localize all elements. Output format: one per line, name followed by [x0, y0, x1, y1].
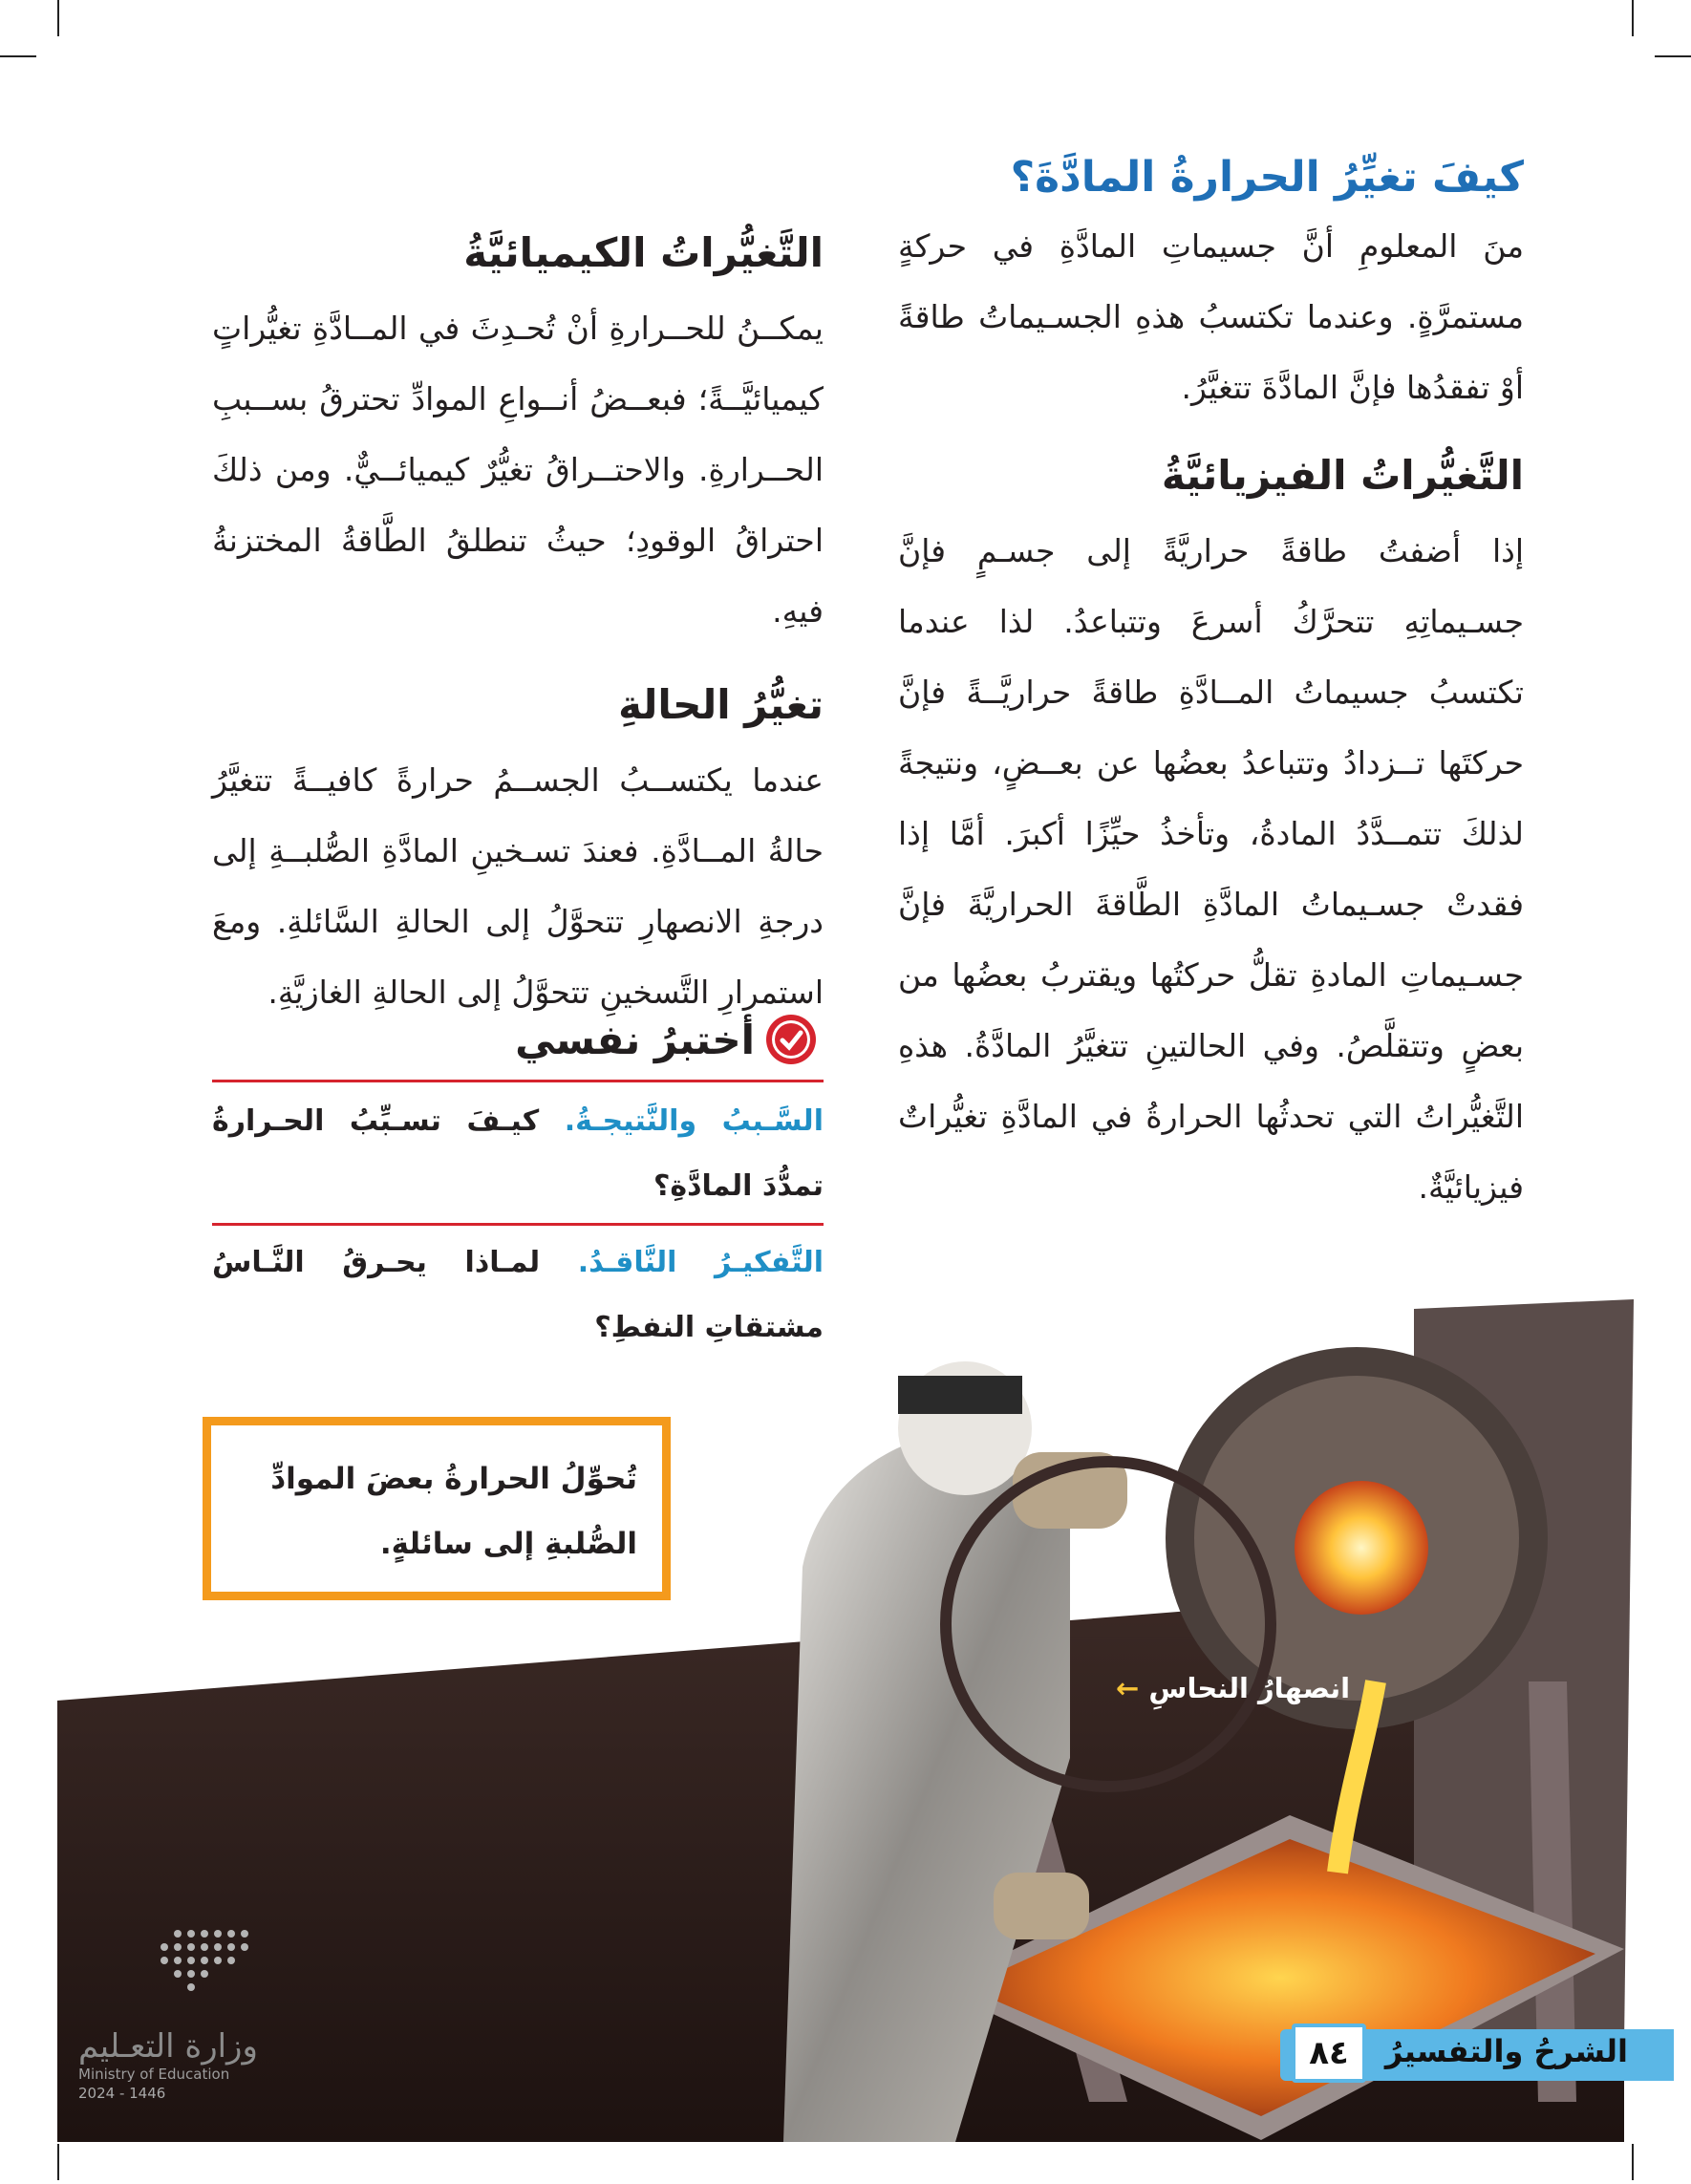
ministry-name-en: Ministry of Education: [78, 2066, 230, 2083]
caption-arrow-icon: ←: [1116, 1672, 1140, 1704]
quiz-title: أختبرُ نفسي: [515, 1017, 755, 1063]
crop-mark: [1655, 55, 1691, 57]
crop-mark: [57, 0, 59, 36]
ministry-year: 2024 - 1446: [78, 2085, 166, 2102]
left-column: [212, 229, 824, 1028]
section-title: كيفَ تغيِّرُ الحرارةُ المادَّةَ؟: [1010, 153, 1524, 202]
state-change-heading: تغيُّرُ الحالةِ: [618, 681, 824, 728]
quiz-question-1-text: كيـفَ تسـبِّبُ الحـرارةُ تمدُّدَ المادَّةِ؟: [212, 1104, 824, 1203]
crop-mark: [0, 55, 36, 57]
intro-paragraph: منَ المعلومِ أنَّ جسيماتِ المادَّةِ في حركةٍ مستمرَّةٍ. وعندما تكتسبُ هذهِ الجسـيماتُ طاقةً أوْ تفقدُها فإنَّ المادَّةَ تتغيَّرُ.: [898, 227, 1524, 406]
crop-mark: [1632, 0, 1634, 36]
quiz-check-icon: [764, 1013, 818, 1066]
quiz-question-2-text: لمـاذا يحـرقُ النَّـاسُ مشتقاتِ النفطِ؟: [212, 1246, 824, 1344]
physical-changes-paragraph: إذا أضفتُ طاقةً حراريَّةً إلى جسـمٍ فإنَّ جسـيماتِهِ تتحرَّكُ أسرعَ وتتباعدُ. لذا عندما تكتسبُ جسيماتُ المــادَّةِ طاقةً حراريَّــةً فإنَّ حركتَها تــزدادُ وتتباعدُ بعضُها عن بعــضٍ، ونتيجةً لذلكَ تتمــدَّدُ المادةُ، وتأخذُ حيِّزًا أكبرَ. أمَّا إذا فقدتْ جسـيماتُ المادَّةِ الطَّاقةَ الحراريَّةَ فإنَّ جسـيماتِ المادةِ تقلُّ حركتُها ويقتربُ بعضُها من بعضٍ وتتقلَّصُ. وفي الحالتينِ تتغيَّرُ المادَّةُ. هذهِ التَّغيُّراتُ التي تحدثُها الحرارةُ في المادَّةِ تغيُّراتٌ فيزيائيَّةٌ.: [898, 532, 1524, 1206]
ministry-name-ar: وزارة التعـليم: [78, 2027, 258, 2066]
quiz-divider: [212, 1080, 824, 1082]
quiz-skill-cause-effect: السَّـببُ والنَّتيجـةُ.: [564, 1104, 824, 1138]
key-idea-box: تُحوِّلُ الحرارةُ بعضَ الموادِّ الصُّلبةِ إلى سائلةٍ.: [203, 1417, 671, 1600]
quiz-skill-critical-thinking: التَّفكيـرُ النَّاقـدُ.: [577, 1246, 824, 1279]
page-number: ٨٤: [1292, 2023, 1366, 2083]
caption-text: انصهارُ النحاسِ: [1148, 1672, 1351, 1704]
photo-caption: [1116, 1672, 1350, 1704]
state-change-paragraph: عندما يكتســبُ الجســمُ حرارةً كافيــةً تتغيَّرُ حالةُ المــادَّةِ. فعندَ تسـخينِ المادَّةِ الصُّلبــةِ إلى درجةِ الانصهارِ تتحوَّلُ إلى الحالةِ السَّائلةِ. ومعَ استمرارِ التَّسخينِ تتحوَّلُ إلى الحالةِ الغازيَّةِ.: [212, 761, 824, 1011]
chemical-changes-heading: التَّغيُّراتُ الكيميائيَّةُ: [463, 229, 824, 276]
chemical-changes-paragraph: يمكــنُ للحــرارةِ أنْ تُحـدِثَ في المــادَّةِ تغيُّراتٍ كيميائيَّــةً؛ فبعــضُ أنــواعِ الموادِّ تحترقُ بســببِ الحــرارةِ. والاحتــراقُ تغيُّرٌ كيميائــيٌّ. ومن ذلكَ احتراقُ الوقودِ؛ حيثُ تنطلقُ الطَّاقةُ المختزنةُ فيهِ.: [212, 310, 824, 630]
footer-section-label: الشرحُ والتفسيرُ: [1384, 2033, 1628, 2069]
physical-changes-heading: التَّغيُّراتُ الفيزيائيَّةُ: [1161, 452, 1524, 499]
right-column: [898, 153, 1524, 1223]
ministry-logo: [73, 1920, 264, 2020]
